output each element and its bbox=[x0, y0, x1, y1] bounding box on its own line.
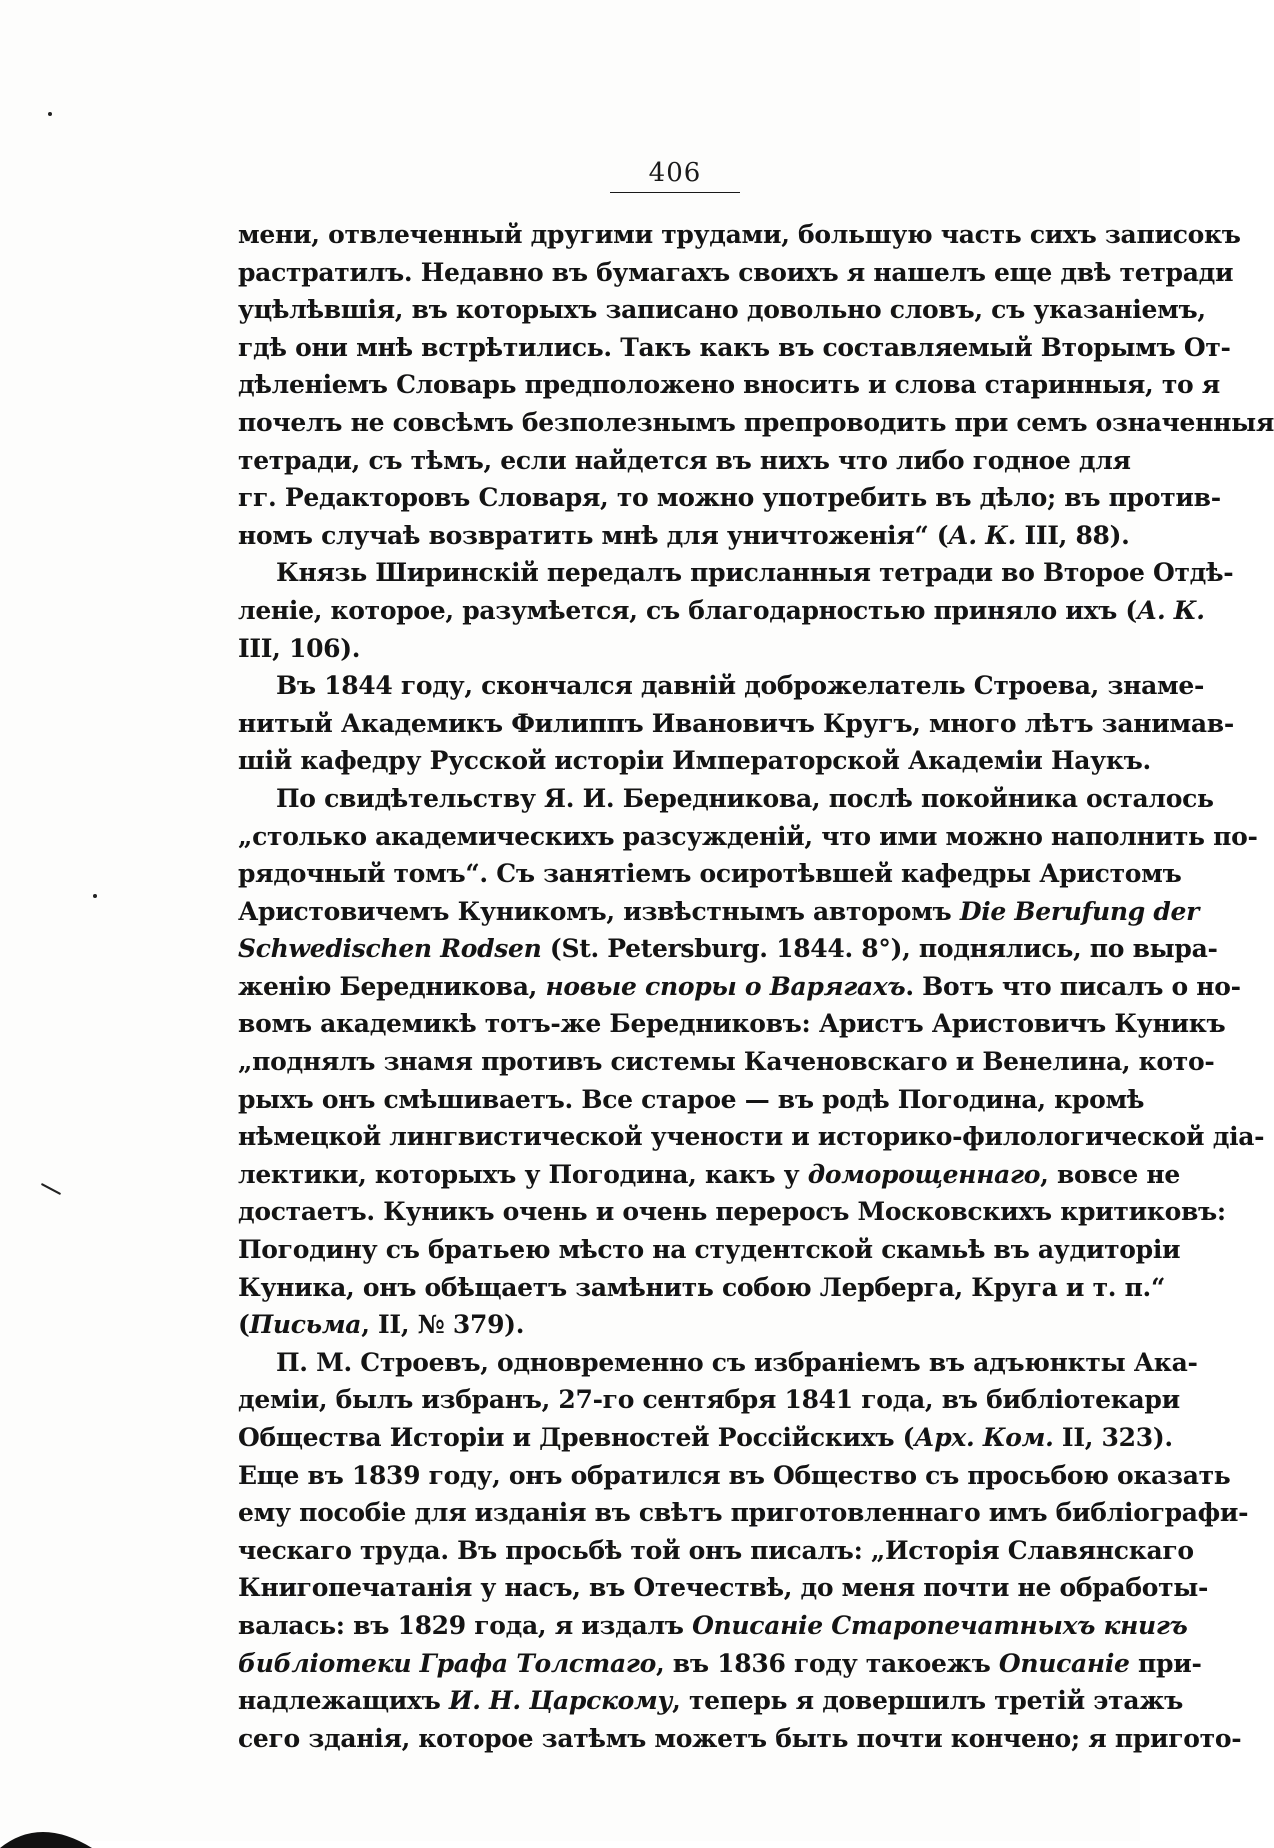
text-span: гдѣ они мнѣ встрѣтились. Такъ какъ въ составляемый Вторымъ От- bbox=[238, 332, 1231, 362]
text-span: валась: въ 1829 года, я издалъ bbox=[238, 1610, 693, 1640]
italic-span: Письма bbox=[249, 1310, 362, 1340]
text-span: лектики, которыхъ у Погодина, какъ у bbox=[238, 1159, 808, 1189]
text-span: мени, отвлеченный другими трудами, большую часть сихъ записокъ bbox=[238, 220, 1241, 249]
text-line bbox=[238, 479, 1221, 517]
text-line bbox=[238, 818, 1258, 856]
text-span: рядочный томъ“. Съ занятіемъ осиротѣвшей кафедры Аристомъ bbox=[238, 859, 1182, 889]
italic-span: Описаніе Старопечатныхъ книгъ bbox=[692, 1610, 1188, 1640]
text-line bbox=[238, 1118, 1265, 1156]
text-span: Въ 1844 году, скончался давній доброжелатель Строева, знаме- bbox=[276, 671, 1205, 701]
text-line bbox=[238, 1005, 1226, 1043]
text-line bbox=[238, 1532, 1194, 1570]
italic-span: доморощеннаго bbox=[807, 1159, 1041, 1189]
text-line bbox=[238, 1720, 1242, 1758]
text-span: „столько академическихъ разсужденій, что ими можно наполнить по- bbox=[238, 821, 1258, 851]
text-span: Еще въ 1839 году, онъ обратился въ Общество съ просьбою оказать bbox=[238, 1460, 1231, 1490]
text-span: ческаго труда. Въ просьбѣ той онъ писалъ: „Исторія Славянскаго bbox=[238, 1535, 1194, 1565]
text-span: , II, № 379). bbox=[361, 1310, 525, 1340]
text-line bbox=[238, 1381, 1180, 1419]
italic-span: Die Berufung der bbox=[959, 896, 1200, 926]
italic-span: Арх. Ком. bbox=[914, 1423, 1054, 1452]
text-span: при- bbox=[1129, 1648, 1202, 1678]
text-span: ему пособіе для изданія въ свѣтъ приготовленнаго имъ библіографи- bbox=[238, 1498, 1249, 1528]
text-line bbox=[238, 1457, 1231, 1495]
text-line bbox=[238, 893, 1200, 931]
text-span: гг. Редакторовъ Словаря, то можно употребить въ дѣло; въ против- bbox=[238, 483, 1221, 513]
text-span: (St. Petersburg. 1844. 8°), поднялись, по выра- bbox=[541, 934, 1218, 964]
text-span: , въ 1836 году такоежъ bbox=[656, 1648, 999, 1678]
text-span: номъ случаѣ возвратить мнѣ для уничтоженія“ ( bbox=[238, 520, 949, 550]
text-line bbox=[238, 1344, 1198, 1382]
text-line bbox=[238, 1645, 1202, 1683]
text-span: рыхъ онъ смѣшиваетъ. Все старое — въ родѣ Погодина, кромѣ bbox=[238, 1084, 1145, 1114]
text-line bbox=[238, 1269, 1166, 1307]
scan-speck bbox=[41, 1183, 61, 1195]
text-span: нѣмецкой лингвистической учености и историко-филологической діа- bbox=[238, 1122, 1265, 1152]
text-span: деміи, былъ избранъ, 27-го сентября 1841 года, въ библіотекари bbox=[238, 1385, 1180, 1415]
text-span: дѣленіемъ Словарь предположено вносить и слова старинныя, то я bbox=[238, 370, 1220, 400]
text-line bbox=[238, 291, 1206, 329]
text-span: . Вотъ что писалъ о но- bbox=[905, 971, 1241, 1001]
text-span: леніе, которое, разумѣется, съ благодарностью приняло ихъ ( bbox=[238, 595, 1137, 625]
text-line bbox=[238, 705, 1234, 743]
text-span: III, 88). bbox=[1016, 520, 1130, 550]
text-line bbox=[238, 254, 1234, 292]
text-span: надлежащихъ bbox=[238, 1686, 449, 1716]
text-line bbox=[238, 1156, 1181, 1194]
text-line bbox=[238, 780, 1214, 818]
text-line bbox=[238, 1043, 1215, 1081]
text-span: Книгопечатанія у насъ, въ Отечествѣ, до меня почти не обработы- bbox=[238, 1573, 1209, 1603]
text-line bbox=[238, 630, 1110, 668]
text-line bbox=[238, 968, 1241, 1006]
text-span: , теперь я довершилъ третій этажъ bbox=[672, 1686, 1184, 1716]
italic-span: новые споры о Варягахъ bbox=[545, 971, 906, 1001]
text-span: женію Бередникова, bbox=[238, 971, 546, 1001]
text-span: „поднялъ знамя противъ системы Каченовскаго и Венелина, кото- bbox=[238, 1047, 1215, 1077]
text-span: , вовсе не bbox=[1040, 1159, 1181, 1189]
text-line bbox=[238, 517, 1130, 555]
text-line bbox=[238, 404, 1274, 442]
italic-span: И. Н. Царскому bbox=[448, 1686, 673, 1716]
text-line bbox=[238, 592, 1205, 630]
text-line bbox=[238, 554, 1234, 592]
italic-span: А. К. bbox=[948, 520, 1017, 550]
text-span: нитый Академикъ Филиппъ Ивановичъ Кругъ, много лѣтъ занимав- bbox=[238, 708, 1234, 738]
text-line bbox=[238, 366, 1220, 404]
text-span: Аристовичемъ Куникомъ, извѣстнымъ авторомъ bbox=[238, 896, 960, 926]
text-line bbox=[238, 442, 1131, 480]
text-span: Князь Ширинскій передалъ присланныя тетради во Второе Отдѣ- bbox=[276, 558, 1234, 588]
text-span: почелъ не совсѣмъ безполезнымъ препроводить при семъ означенныя bbox=[238, 407, 1274, 437]
text-line bbox=[238, 1682, 1184, 1720]
text-span: вомъ академикѣ тотъ-же Бередниковъ: Аристъ Аристовичъ Куникъ bbox=[238, 1009, 1226, 1039]
italic-span: Schwedischen Rodsen bbox=[238, 934, 542, 964]
scan-corner-shadow bbox=[0, 1808, 100, 1848]
text-line bbox=[238, 667, 1205, 705]
text-line bbox=[238, 1607, 1188, 1645]
text-span: II, 323). bbox=[1053, 1423, 1173, 1452]
italic-span: Описаніе bbox=[998, 1648, 1130, 1678]
text-line bbox=[238, 1306, 1110, 1344]
text-span: сего зданія, которое затѣмъ можетъ быть почти кончено; я пригото- bbox=[238, 1723, 1242, 1753]
text-span: По свидѣтельству Я. И. Бередникова, послѣ покойника осталось bbox=[276, 783, 1214, 813]
text-span: Погодину съ братьею мѣсто на студентской скамьѣ въ аудиторіи bbox=[238, 1235, 1181, 1265]
body-text bbox=[238, 216, 1274, 1757]
text-line bbox=[238, 1569, 1209, 1607]
text-line bbox=[238, 930, 1218, 968]
scan-speck bbox=[93, 894, 97, 898]
text-span: растратилъ. Недавно въ бумагахъ своихъ я нашелъ еще двѣ тетради bbox=[238, 257, 1234, 287]
text-line bbox=[238, 1494, 1249, 1532]
text-line bbox=[238, 1231, 1181, 1269]
page-number: 406 bbox=[610, 158, 740, 193]
text-line bbox=[238, 742, 1151, 780]
text-span: тетради, съ тѣмъ, если найдется въ нихъ что либо годное для bbox=[238, 445, 1131, 475]
italic-span: библіотеки Графа Толстаго bbox=[238, 1648, 656, 1678]
text-line bbox=[238, 855, 1182, 893]
text-line bbox=[238, 1081, 1145, 1119]
text-span: уцѣлѣвшія, въ которыхъ записано довольно словъ, съ указаніемъ, bbox=[238, 295, 1206, 325]
text-line bbox=[238, 216, 1241, 254]
italic-span: А. К. bbox=[1136, 595, 1205, 625]
text-line bbox=[238, 329, 1231, 367]
text-line bbox=[238, 1419, 1173, 1457]
text-span: шій кафедру Русской исторіи Императорской Академіи Наукъ. bbox=[238, 746, 1151, 776]
text-span: Общества Исторіи и Древностей Россійскихъ ( bbox=[238, 1423, 915, 1452]
text-span: Куника, онъ обѣщаетъ замѣнить собою Лерберга, Круга и т. п.“ bbox=[238, 1272, 1166, 1302]
text-span: III, 106). bbox=[238, 633, 361, 663]
text-span: достаетъ. Куникъ очень и очень переросъ Московскихъ критиковъ: bbox=[238, 1197, 1226, 1227]
scan-speck bbox=[48, 112, 52, 116]
text-line bbox=[238, 1193, 1226, 1231]
text-span: П. М. Строевъ, одновременно съ избраніемъ въ адъюнкты Ака- bbox=[276, 1347, 1198, 1377]
text-span: ( bbox=[238, 1310, 250, 1340]
